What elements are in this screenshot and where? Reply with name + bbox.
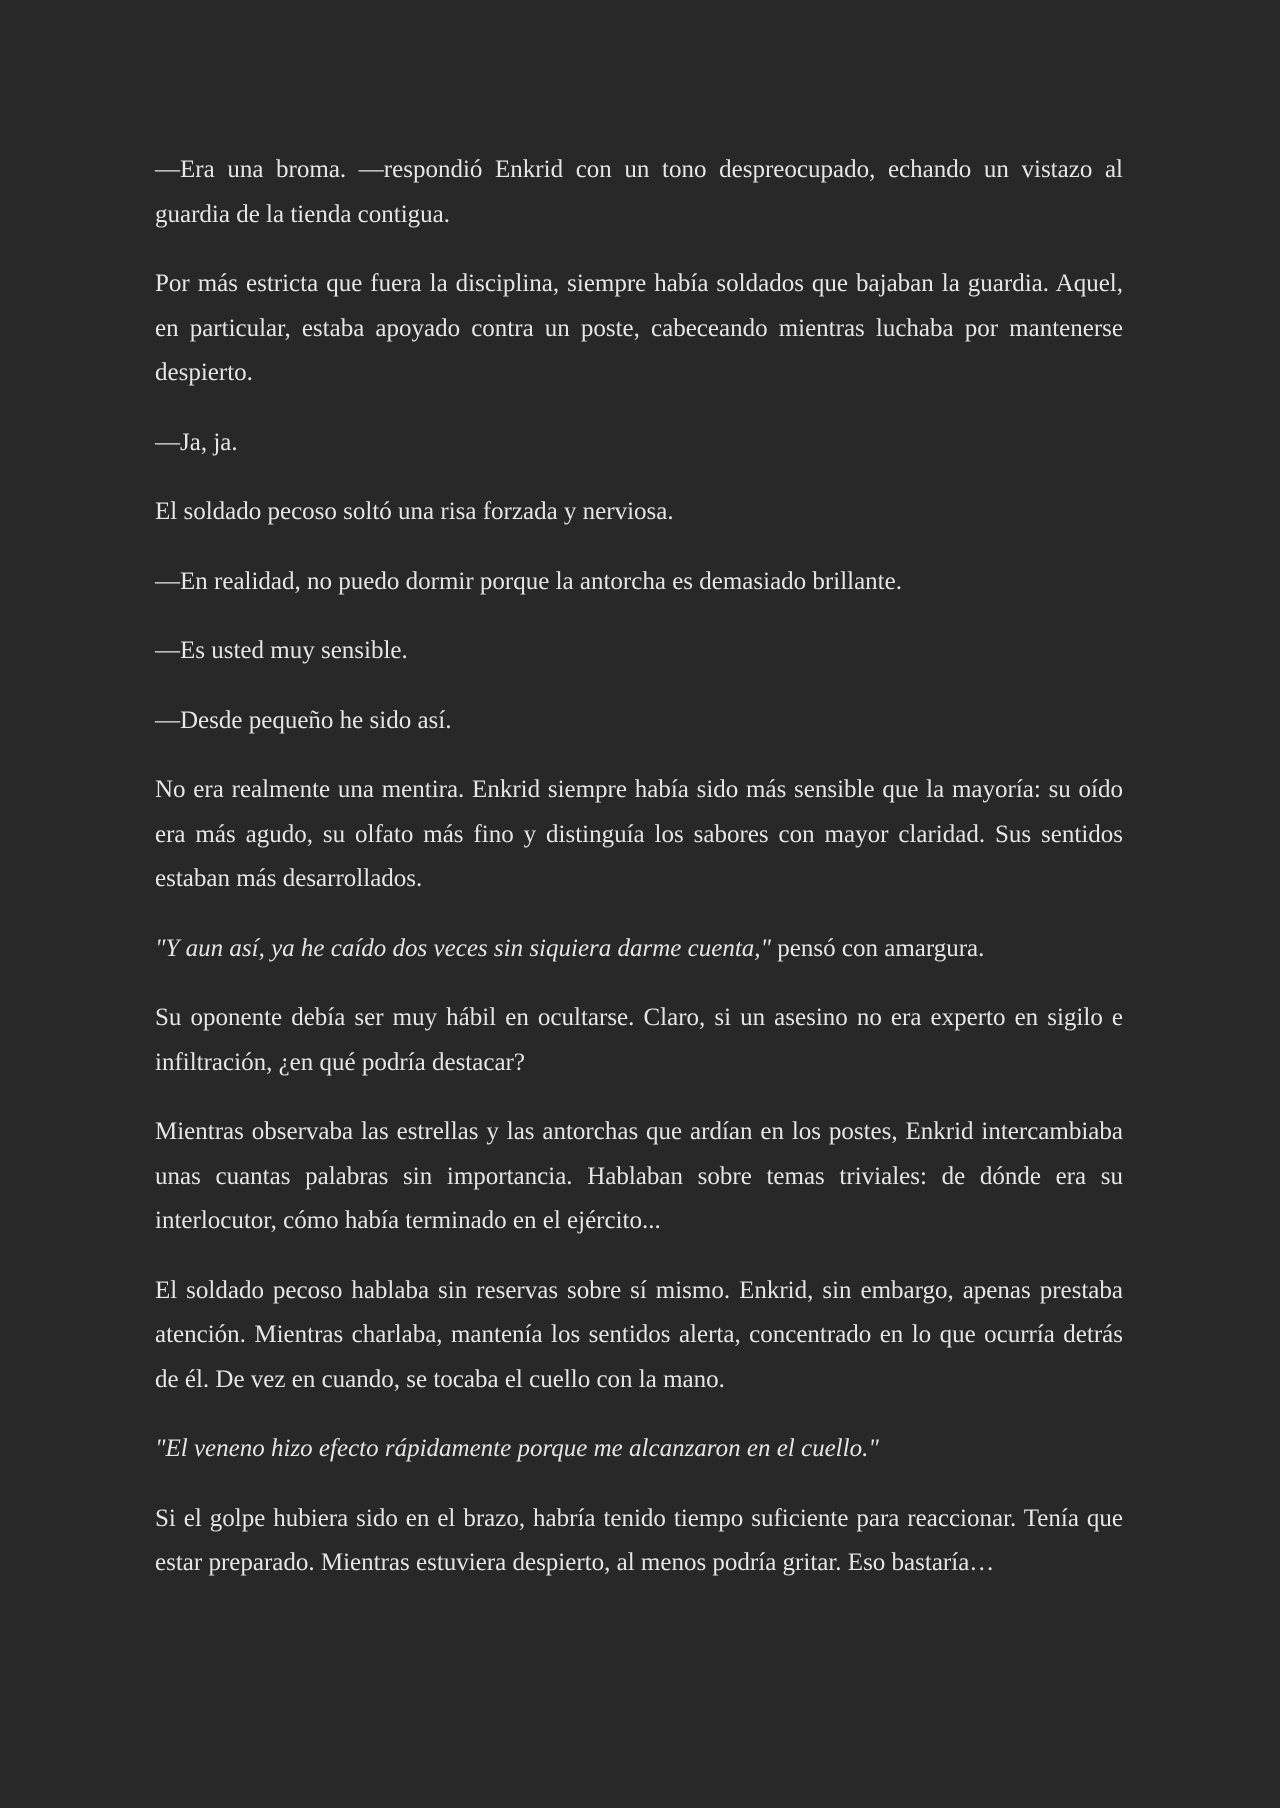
paragraph-6: —Es usted muy sensible. [155, 637, 408, 664]
paragraph-4: El soldado pecoso soltó una risa forzada y nerviosa. [155, 498, 674, 525]
paragraph-12: El soldado pecoso hablaba sin reservas sobre sí mismo. Enkrid, sin embargo, apenas prestaba atención. Mientras charlaba, mantenía los sentidos alerta, concentrado en lo que ocurría detrás de él. De vez en cuando, se tocaba el cuello con la mano. [155, 1276, 1123, 1393]
paragraph-2: Por más estricta que fuera la disciplina, siempre había soldados que bajaban la guardia. Aquel, en particular, estaba apoyado contra un poste, cabeceando mientras luchaba por mantenerse despierto. [155, 270, 1123, 386]
paragraph-9 [155, 927, 1123, 972]
paragraph-7: —Desde pequeño he sido así. [155, 706, 452, 734]
paragraph-13: "El veneno hizo efecto rápidamente porque me alcanzaron en el cuello." [155, 1435, 879, 1462]
paragraph-10: Su oponente debía ser muy hábil en ocultarse. Claro, si un asesino no era experto en sigilo e infiltración, ¿en qué podría destacar? [155, 1004, 1123, 1076]
paragraph-9-text: pensó con amargura. [771, 934, 985, 962]
paragraph-5: —En realidad, no puedo dormir porque la antorcha es demasiado brillante. [155, 567, 902, 595]
paragraph-1: —Era una broma. —respondió Enkrid con un tono despreocupado, echando un vistazo al guardia de la tienda contigua. [155, 156, 1123, 228]
paragraph-11: Mientras observaba las estrellas y las antorchas que ardían en los postes, Enkrid intercambiaba unas cuantas palabras sin importancia. Hablaban sobre temas triviales: de dónde era su interlocutor, cómo había terminado en el ejército... [155, 1118, 1123, 1234]
paragraph-8: No era realmente una mentira. Enkrid siempre había sido más sensible que la mayoría: su oído era más agudo, su olfato más fino y distinguía los sabores con mayor claridad. Sus sentidos estaban más desarrollados. [155, 776, 1123, 892]
reading-page [155, 148, 1123, 1611]
inner-thought: "Y aun así, ya he caído dos veces sin siquiera darme cuenta," [155, 934, 772, 962]
paragraph-3: —Ja, ja. [155, 428, 238, 456]
paragraph-14: Si el golpe hubiera sido en el brazo, habría tenido tiempo suficiente para reaccionar. Tenía que estar preparado. Mientras estuviera despierto, al menos podría gritar. Eso bastaría… [155, 1504, 1123, 1576]
